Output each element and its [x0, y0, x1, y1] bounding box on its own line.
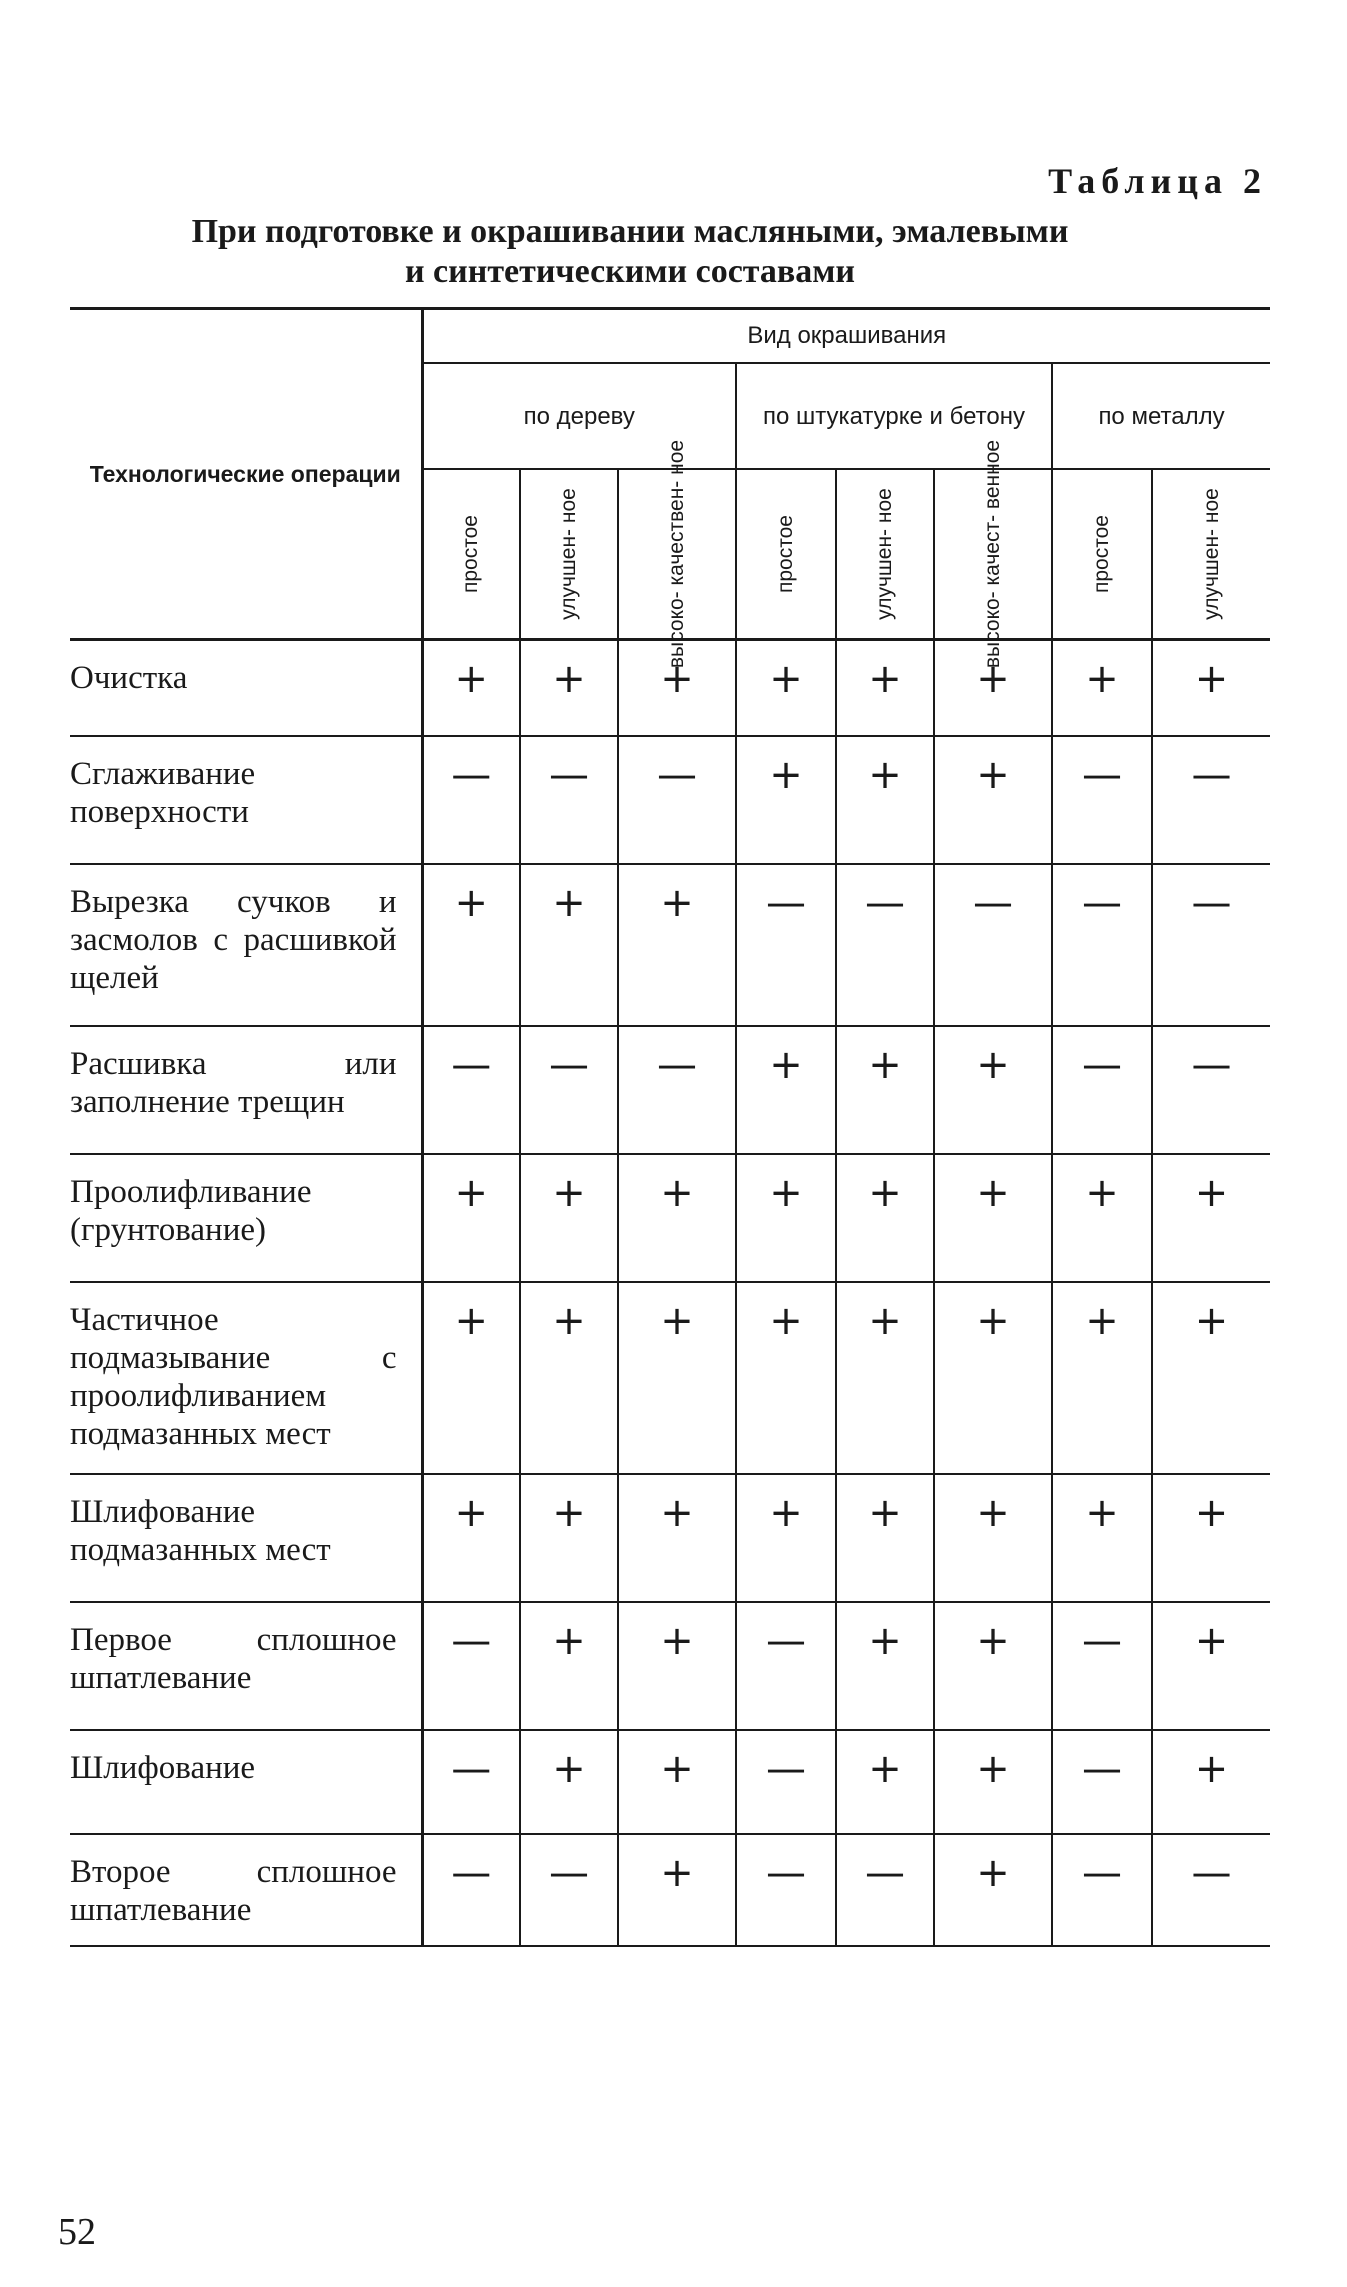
table-cell: + — [736, 736, 836, 864]
painting-kind-header: Вид окрашивания — [422, 309, 1270, 364]
table-cell: — — [618, 1026, 736, 1154]
kind-header — [934, 439, 1052, 669]
table-cell: — — [520, 1026, 618, 1154]
table-cell: + — [836, 1730, 934, 1834]
page-number: 52 — [58, 2211, 96, 2253]
table-cell: + — [836, 736, 934, 864]
operation-name: Первое сплошное шпатлевание — [70, 1602, 422, 1730]
table-cell: + — [1052, 1474, 1152, 1602]
table-cell: + — [1152, 640, 1270, 736]
table-row — [70, 864, 1270, 1026]
kind-header-label: простое — [459, 515, 483, 593]
table-cell: + — [1152, 1282, 1270, 1474]
table-row — [70, 1154, 1270, 1282]
table-cell: + — [736, 1026, 836, 1154]
table-cell: + — [1152, 1154, 1270, 1282]
table-cell: — — [736, 864, 836, 1026]
table-cell: + — [1152, 1730, 1270, 1834]
kind-header — [736, 469, 836, 640]
table-cell: + — [836, 1474, 934, 1602]
table-cell: — — [618, 736, 736, 864]
table-cell: + — [934, 640, 1052, 736]
kind-header — [422, 469, 520, 640]
operation-name: Второе сплошное шпатлевание — [70, 1834, 422, 1946]
table-cell: — — [1052, 1602, 1152, 1730]
table-cell: — — [736, 1834, 836, 1946]
table-cell: + — [618, 864, 736, 1026]
table-cell: + — [934, 1474, 1052, 1602]
table-cell: + — [520, 1602, 618, 1730]
kind-header — [618, 439, 736, 669]
table-cell: + — [520, 1154, 618, 1282]
table-title — [70, 212, 1190, 292]
table-cell: + — [1152, 1474, 1270, 1602]
kind-header-label: улучшен- ное — [1199, 488, 1223, 620]
table-cell: — — [422, 736, 520, 864]
table-row — [70, 1834, 1270, 1946]
table-cell: + — [618, 1730, 736, 1834]
table-cell: + — [736, 1282, 836, 1474]
table-cell: + — [618, 640, 736, 736]
table-row — [70, 1282, 1270, 1474]
table-row — [70, 1474, 1270, 1602]
table-cell: + — [422, 1282, 520, 1474]
table-cell: + — [736, 1154, 836, 1282]
table-cell: + — [934, 1026, 1052, 1154]
table-cell: — — [520, 1834, 618, 1946]
table-cell: + — [520, 864, 618, 1026]
table-cell: — — [1152, 736, 1270, 864]
table-cell: — — [422, 1026, 520, 1154]
table-title-line-1: При подготовке и окрашивании масляными, эмалевыми — [191, 213, 1069, 250]
table-cell: + — [1152, 1602, 1270, 1730]
table-cell: + — [934, 1602, 1052, 1730]
operation-name: Сглаживание поверхности — [70, 736, 422, 864]
table-cell: — — [1152, 1834, 1270, 1946]
table-cell: + — [736, 640, 836, 736]
table-cell: — — [1052, 736, 1152, 864]
table-cell: — — [1052, 864, 1152, 1026]
kind-header — [1052, 469, 1152, 640]
table-cell: — — [422, 1730, 520, 1834]
table-cell: + — [1052, 1154, 1152, 1282]
table-cell: + — [520, 1282, 618, 1474]
table-cell: — — [934, 864, 1052, 1026]
table-cell: — — [1152, 1026, 1270, 1154]
table-cell: + — [422, 864, 520, 1026]
table-cell: — — [836, 864, 934, 1026]
group-header-wood: по дереву — [422, 363, 736, 469]
kind-header — [836, 469, 934, 640]
table-row — [70, 1602, 1270, 1730]
table-row — [70, 1730, 1270, 1834]
operation-name: Шлифование — [70, 1730, 422, 1834]
kind-header-label: улучшен- ное — [873, 488, 896, 620]
group-header-metal: по металлу — [1052, 363, 1270, 469]
table-cell: — — [1052, 1026, 1152, 1154]
table-row — [70, 736, 1270, 864]
table-cell: + — [1052, 1282, 1152, 1474]
operation-name: Очистка — [70, 640, 422, 736]
table-cell: + — [836, 1026, 934, 1154]
table-cell: + — [618, 1474, 736, 1602]
table-cell: + — [618, 1282, 736, 1474]
operations-table — [70, 307, 1270, 1947]
kind-header-label: простое — [1090, 515, 1113, 593]
table-cell: + — [618, 1154, 736, 1282]
operation-name: Шлифование подмазанных мест — [70, 1474, 422, 1602]
table-cell: + — [618, 1834, 736, 1946]
kind-header-label: высоко- качест- венное — [981, 439, 1004, 669]
table-cell: — — [736, 1602, 836, 1730]
table-cell: + — [836, 1602, 934, 1730]
table-cell: + — [934, 1730, 1052, 1834]
table-cell: + — [422, 1154, 520, 1282]
table-cell: — — [520, 736, 618, 864]
table-cell: + — [836, 640, 934, 736]
table-cell: — — [836, 1834, 934, 1946]
kind-header-label: высоко- качествен- ное — [665, 439, 688, 669]
table-cell: + — [736, 1474, 836, 1602]
operation-name: Расшивка или заполнение трещин — [70, 1026, 422, 1154]
operation-name: Вырезка сучков и засмолов с расшивкой щелей — [70, 864, 422, 1026]
table-cell: + — [934, 1282, 1052, 1474]
table-cell: + — [934, 1154, 1052, 1282]
table-cell: + — [520, 1730, 618, 1834]
kind-header-label: простое — [774, 515, 797, 593]
table-cell: + — [934, 1834, 1052, 1946]
table-cell: + — [836, 1282, 934, 1474]
table-cell: + — [422, 640, 520, 736]
group-header-plaster: по штукатурке и бетону — [736, 363, 1052, 469]
table-cell: + — [1052, 640, 1152, 736]
table-cell: + — [618, 1602, 736, 1730]
table-row — [70, 1026, 1270, 1154]
kind-header-label: улучшен- ное — [557, 488, 580, 620]
operation-name: Частичное подмазывание с проолифливанием подмазанных мест — [70, 1282, 422, 1474]
table-cell: — — [1052, 1834, 1152, 1946]
table-cell: + — [520, 1474, 618, 1602]
table-cell: — — [1152, 864, 1270, 1026]
table-cell: + — [422, 1474, 520, 1602]
table-cell: + — [520, 640, 618, 736]
kind-header — [520, 469, 618, 640]
table-cell: — — [1052, 1730, 1152, 1834]
table-cell: — — [422, 1834, 520, 1946]
table-cell: + — [836, 1154, 934, 1282]
table-label: Таблица 2 — [1048, 161, 1267, 201]
operation-name: Проолифливание (грунтование) — [70, 1154, 422, 1282]
table-cell: + — [934, 736, 1052, 864]
table-cell: — — [736, 1730, 836, 1834]
table-cell: — — [422, 1602, 520, 1730]
table-title-line-2: и синтетическими составами — [404, 253, 856, 290]
kind-header — [1152, 469, 1270, 640]
operations-header: Технологические операции — [70, 309, 422, 640]
